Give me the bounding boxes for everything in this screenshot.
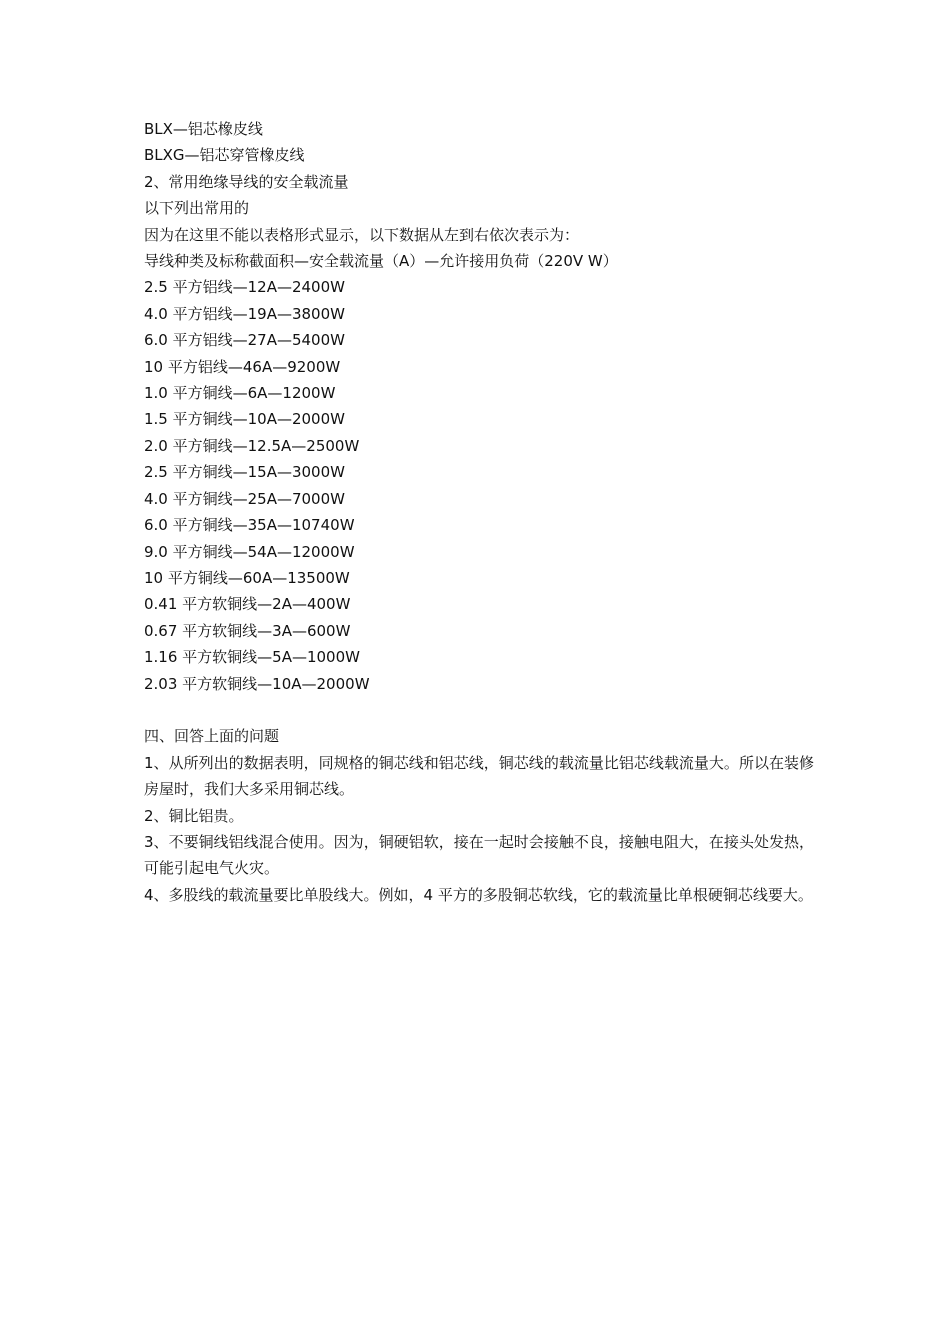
wire-row: 10 平方铝线—46A—9200W — [144, 357, 341, 376]
wire-row: 4.0 平方铜线—25A—7000W — [144, 489, 345, 508]
wire-row: 1.16 平方软铜线—5A—1000W — [144, 648, 360, 667]
intro-line: BLX—铝芯橡皮线 — [144, 120, 263, 138]
blank-line — [144, 697, 814, 723]
wire-row: 0.41 平方软铜线—2A—400W — [144, 595, 351, 614]
wire-row: 1.5 平方铜线—10A—2000W — [144, 410, 345, 429]
answer-paragraph: 3、不要铜线铝线混合使用。因为，铜硬铝软，接在一起时会接触不良，接触电阻大，在接头处发热，可能引起电气火灾。 — [144, 832, 814, 878]
section-heading: 四、回答上面的问题 — [144, 727, 280, 746]
wire-row: 2.0 平方铜线—12.5A—2500W — [144, 436, 360, 455]
wire-row: 2.5 平方铜线—15A—3000W — [144, 463, 345, 482]
answer-paragraph: 4、多股线的载流量要比单股线大。例如，4 平方的多股铜芯软线，它的载流量比单根硬铜芯线要大。 — [144, 885, 813, 904]
wire-row: 9.0 平方铜线—54A—12000W — [144, 542, 355, 561]
wire-row: 2.03 平方软铜线—10A—2000W — [144, 674, 370, 693]
answer-paragraph: 1、从所列出的数据表明，同规格的铜芯线和铝芯线，铜芯线的载流量比铝芯线载流量大。所以在装修房屋时，我们大多采用铜芯线。 — [144, 753, 814, 799]
wire-row: 0.67 平方软铜线—3A—600W — [144, 621, 351, 640]
document-body — [144, 116, 814, 908]
data-format-line: 导线种类及标称截面积—安全载流量（A）—允许接用负荷（220V W） — [144, 252, 618, 271]
wire-row: 1.0 平方铜线—6A—1200W — [144, 384, 336, 403]
answer-paragraph: 2、铜比铝贵。 — [144, 806, 244, 825]
intro-line: 因为在这里不能以表格形式显示，以下数据从左到右依次表示为： — [144, 225, 580, 244]
wire-row: 6.0 平方铝线—27A—5400W — [144, 331, 345, 350]
wire-row: 6.0 平方铜线—35A—10740W — [144, 516, 355, 535]
intro-line: 以下列出常用的 — [144, 199, 250, 218]
wire-row: 10 平方铜线—60A—13500W — [144, 568, 350, 587]
wire-row: 4.0 平方铝线—19A—3800W — [144, 304, 345, 323]
wire-row: 2.5 平方铝线—12A—2400W — [144, 278, 345, 297]
section-heading: 2、常用绝缘导线的安全载流量 — [144, 172, 349, 191]
intro-line: BLXG—铝芯穿管橡皮线 — [144, 146, 305, 165]
